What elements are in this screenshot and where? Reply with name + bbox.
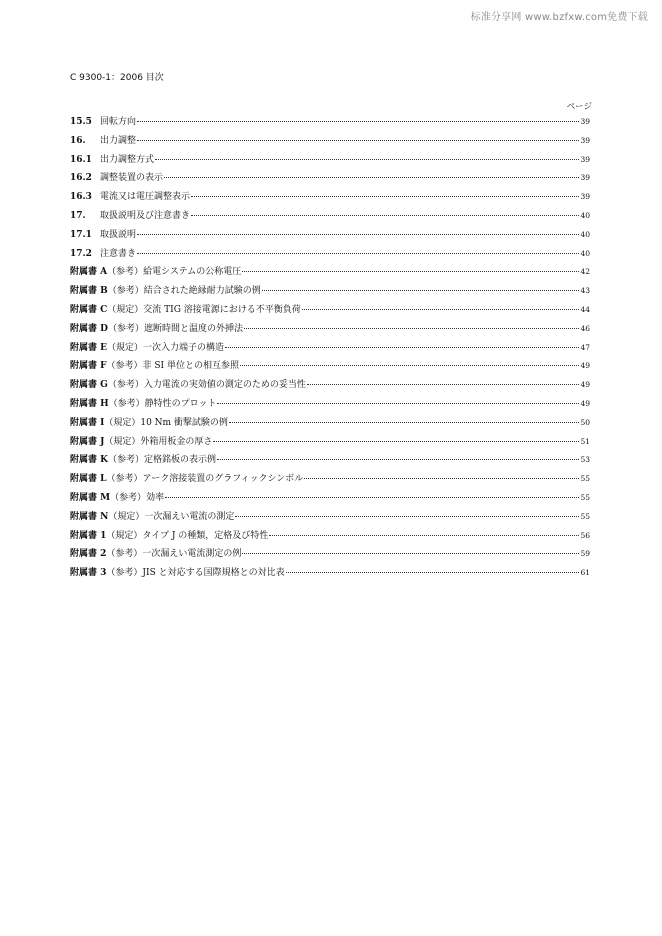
toc-entry[interactable]	[70, 263, 590, 282]
toc-entry-page: 43	[580, 286, 590, 296]
toc-dot-leader	[217, 403, 579, 404]
toc-entry[interactable]	[70, 376, 590, 395]
toc-entry-page: 50	[580, 417, 590, 427]
toc-entry-title: 回転方向	[100, 117, 137, 127]
toc-entry[interactable]	[70, 470, 590, 489]
toc-entry-number: 16.2	[70, 173, 92, 184]
toc-entry-title: （参考）入力電流の実効値の測定のための妥当性	[107, 380, 306, 391]
toc-entry-title: （規定）一次入力端子の構造	[107, 342, 225, 353]
toc-dot-leader	[137, 121, 579, 122]
toc-entry-page: 39	[580, 173, 590, 183]
toc-entry-page: 42	[580, 267, 590, 277]
toc-dot-leader	[229, 422, 579, 423]
table-of-contents	[70, 113, 590, 583]
toc-entry-title: （参考）非 SI 単位との相互参照	[106, 361, 239, 372]
toc-entry-page: 46	[580, 323, 590, 333]
toc-entry-page: 53	[580, 455, 590, 465]
toc-entry-title: 出力調整方式	[100, 154, 155, 165]
toc-dot-leader	[155, 159, 579, 160]
toc-dot-leader	[165, 497, 579, 498]
toc-dot-leader	[225, 347, 579, 348]
toc-entry-title: （参考）JIS と対応する国際規格との対比表	[106, 568, 285, 579]
toc-entry-number: 17.	[70, 210, 86, 221]
toc-entry[interactable]	[70, 301, 590, 320]
toc-entry-page: 39	[580, 135, 590, 145]
toc-entry-number: 附属書 J	[70, 436, 105, 447]
toc-entry-page: 49	[580, 361, 590, 371]
toc-entry-title: 取扱説明及び注意書き	[100, 210, 191, 221]
toc-entry-page: 39	[580, 117, 590, 126]
toc-entry-page: 56	[580, 530, 590, 540]
toc-entry[interactable]	[70, 489, 590, 508]
toc-entry-page: 39	[580, 192, 590, 202]
toc-entry-number: 附属書 N	[70, 511, 109, 522]
toc-dot-leader	[242, 271, 579, 272]
toc-entry-number: 17.2	[70, 248, 92, 259]
toc-entry[interactable]	[70, 320, 590, 339]
toc-entry-title: 取扱説明	[100, 229, 137, 240]
toc-entry[interactable]	[70, 527, 590, 546]
toc-entry-title: （規定）タイプ J の種類，定格及び特性	[106, 530, 269, 541]
toc-entry-page: 44	[580, 304, 590, 314]
toc-entry-page: 49	[580, 380, 590, 390]
toc-entry[interactable]	[70, 151, 590, 170]
toc-entry[interactable]	[70, 545, 590, 564]
toc-entry[interactable]	[70, 564, 590, 583]
toc-entry-title: （参考）給電システムの公称電圧	[107, 267, 242, 278]
toc-entry[interactable]	[70, 169, 590, 188]
toc-entry-number: 附属書 1	[70, 530, 107, 541]
toc-dot-leader	[286, 572, 579, 573]
page-column-label: ページ	[566, 102, 592, 112]
document-header: C 9300-1：2006 目次	[70, 73, 164, 83]
toc-entry-page: 55	[580, 511, 590, 521]
toc-entry-number: 附属書 D	[70, 323, 108, 334]
toc-entry-page: 40	[580, 248, 590, 258]
toc-dot-leader	[304, 478, 579, 479]
toc-entry-number: 附属書 B	[70, 286, 108, 297]
toc-entry-number: 附属書 L	[70, 474, 107, 485]
toc-dot-leader	[302, 309, 579, 310]
toc-entry[interactable]	[70, 433, 590, 452]
toc-entry-title: （参考）効率	[110, 492, 165, 503]
toc-dot-leader	[262, 290, 579, 291]
toc-dot-leader	[240, 365, 579, 366]
toc-dot-leader	[244, 328, 579, 329]
toc-entry-title: 注意書き	[100, 248, 137, 259]
toc-entry-page: 40	[580, 210, 590, 220]
toc-entry-page: 49	[580, 398, 590, 408]
toc-entry-page: 61	[580, 568, 590, 578]
toc-entry[interactable]	[70, 414, 590, 433]
toc-entry-number: 17.1	[70, 229, 92, 240]
toc-dot-leader	[213, 441, 579, 442]
toc-entry-number: 附属書 F	[70, 361, 107, 372]
toc-entry-title: （参考）一次漏えい電流測定の例	[106, 549, 242, 560]
toc-dot-leader	[242, 553, 579, 554]
toc-entry-number: 16.1	[70, 154, 92, 165]
toc-entry[interactable]	[70, 188, 590, 207]
toc-entry[interactable]	[70, 508, 590, 527]
toc-entry-number: 附属書 K	[70, 455, 108, 466]
toc-entry-title: （規定）10 Nm 衝撃試験の例	[104, 417, 228, 428]
toc-entry-number: 附属書 I	[70, 417, 105, 428]
toc-entry-number: 附属書 3	[70, 568, 107, 579]
toc-entry-number: 15.5	[70, 117, 92, 127]
toc-entry-number: 16.	[70, 135, 86, 146]
toc-entry[interactable]	[70, 451, 590, 470]
toc-entry-page: 55	[580, 492, 590, 502]
toc-dot-leader	[191, 196, 579, 197]
toc-dot-leader	[137, 234, 579, 235]
toc-entry-number: 附属書 2	[70, 549, 107, 560]
toc-dot-leader	[191, 215, 579, 216]
toc-entry[interactable]	[70, 132, 590, 151]
toc-dot-leader	[137, 140, 579, 141]
watermark-text: 标准分享网 www.bzfxw.com免费下载	[470, 12, 648, 23]
toc-dot-leader	[269, 535, 579, 536]
toc-entry[interactable]	[70, 395, 590, 414]
toc-entry-page: 40	[580, 229, 590, 239]
toc-entry-number: 附属書 G	[70, 380, 108, 391]
toc-entry-number: 附属書 A	[70, 267, 108, 278]
toc-entry-title: （参考）遮断時間と温度の外挿法	[107, 323, 243, 334]
toc-dot-leader	[164, 177, 579, 178]
toc-entry-page: 51	[580, 436, 590, 446]
toc-entry-title: （参考）結合された絶縁耐力試験の例	[107, 286, 261, 297]
toc-entry-title: （規定）交流 TIG 溶接電源における不平衡負荷	[107, 304, 301, 315]
toc-dot-leader	[217, 459, 579, 460]
toc-entry-page: 47	[580, 342, 590, 352]
toc-entry-title: （参考）静特性のプロット	[108, 398, 217, 409]
toc-dot-leader	[137, 253, 579, 254]
toc-entry-title: （規定）一次漏えい電流の測定	[108, 511, 235, 522]
toc-entry[interactable]	[70, 339, 590, 358]
toc-entry-number: 附属書 E	[70, 342, 107, 353]
toc-entry-number: 附属書 C	[70, 304, 108, 315]
toc-entry-title: （参考）アーク溶接装置のグラフィックシンボル	[106, 474, 304, 485]
toc-entry-title: 電流又は電圧調整表示	[100, 192, 191, 203]
toc-entry-title: （参考）定格銘板の表示例	[107, 455, 216, 466]
toc-entry-title: 調整装置の表示	[100, 173, 164, 184]
toc-entry-number: 附属書 M	[70, 492, 111, 503]
toc-entry[interactable]	[70, 226, 590, 245]
toc-dot-leader	[235, 516, 579, 517]
toc-entry[interactable]	[70, 207, 590, 226]
toc-entry[interactable]	[70, 282, 590, 301]
toc-entry-page: 59	[580, 549, 590, 559]
toc-entry-page: 39	[580, 154, 590, 164]
toc-entry-number: 16.3	[70, 192, 92, 203]
toc-entry-title: 出力調整	[100, 135, 137, 146]
toc-entry-page: 55	[580, 474, 590, 484]
toc-entry[interactable]	[70, 357, 590, 376]
toc-entry-title: （規定）外箱用板金の厚さ	[104, 436, 213, 447]
toc-entry[interactable]	[70, 113, 590, 132]
toc-entry-number: 附属書 H	[70, 398, 109, 409]
toc-entry[interactable]	[70, 245, 590, 264]
toc-dot-leader	[307, 384, 579, 385]
